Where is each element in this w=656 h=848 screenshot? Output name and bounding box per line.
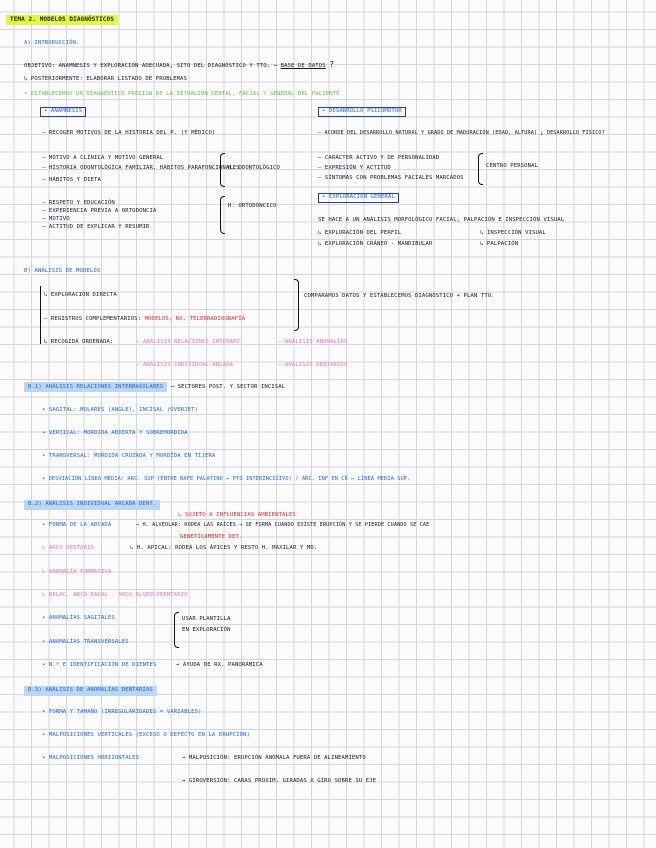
desarrollo-line-1: – ACORDE DEL DESARROLLO NATURAL Y GRADO DE MADURACIÓN (EDAD, ALTURA) ¿ DESARROLLO FÍSICO?	[318, 130, 605, 136]
exploracion-general-box: • EXPLORACIÓN GENERAL	[318, 193, 399, 203]
intro-line-3: • ESTABLECEMOS UN DIAGNÓSTICO PRECISO DE LA SITUACIÓN DENTAL, FACIAL Y GENERAL DEL PACIENTE	[24, 91, 340, 97]
section-b-brace-text: COMPARAMOS DATOS Y ESTABLECEMOS DIAGNÓSTICO + PLAN TTO.	[304, 293, 495, 299]
section-b1-item-1: • SAGITAL: MOLARES (ANGLE), INCISAL (OVERJET)	[42, 407, 199, 413]
desarrollo-g1-item-3: – SÍNTOMAS CON PROBLEMAS FACIALES MARCADOS	[318, 175, 464, 181]
section-b-item-3-p3: – ANÁLISIS INDIVIDUAL ARCADA	[136, 362, 234, 368]
intro-line-1-mark: ?	[329, 60, 335, 69]
section-b-item-3: ↳ RECOGIDA ORDENADA:	[44, 339, 114, 345]
intro-line-1-text: OBJETIVO: ANAMNESIS Y EXPLORACIÓN ADECUADA, SITO DEL DIAGNÓSTICO Y TTO. →	[24, 63, 278, 69]
intro-line-2: ↳ POSTERIORMENTE: ELABORAR LISTADO DE PROBLEMAS	[24, 76, 187, 82]
page-title: TEMA 2. MODELOS DIAGNÓSTICOS	[6, 15, 118, 25]
plantilla-label-1: USAR PLANTILLA	[182, 616, 231, 622]
ortodoncico-label: H. ORTODÓNCICO	[228, 203, 277, 209]
intro-line-1-end: BASE DE DATOS	[280, 63, 326, 69]
section-b1-heading: B.1) ANÁLISIS RELACIONES INTERMAXILARES	[24, 382, 167, 392]
exploracion-line-4b: ↳ PALPACIÓN	[480, 241, 519, 247]
brace-odontologico	[220, 153, 225, 187]
anamnesis-g1-item-3: – HÁBITOS Y DIETA	[42, 177, 101, 183]
section-b-item-3-p1: – ANÁLISIS RELACIONES INTERARC.	[136, 339, 244, 345]
section-b2-red-note: ↳ SUJETO A INFLUENCIAS AMBIENTALES	[178, 512, 296, 518]
identificacion-dientes: • N.º E IDENTIFICACIÓN DE DIENTES	[42, 662, 157, 668]
section-b-item-3-p2: – ANÁLISIS ANOMALÍAS	[278, 339, 348, 345]
anamnesis-g1-item-2: – HISTORIA ODONTOLÓGICA FAMILIAR, HÁBITOS PARAFUNCIONALES	[42, 165, 240, 171]
exploracion-line-2: SE HACE A UN ANÁLISIS MORFOLÓGICO FACIAL, PALPACIÓN E INSPECCIÓN VISUAL	[318, 217, 565, 223]
anamnesis-g2-item-1: – RESPETO Y EDUCACIÓN	[42, 200, 115, 206]
brace-plantilla	[174, 612, 179, 648]
relac-arco-basal: ↳ RELAC. ARCO BASAL - ARCO ALVEOLODENTARIO	[42, 592, 188, 598]
section-b-item-2-red: MODELOS, RX, TELERRADIOGRAFÍA	[144, 316, 246, 322]
section-b3-item-2: • MALPOSICIONES VERTICALES (EXCESO O DEFECTO EN LA ERUPCIÓN)	[42, 732, 251, 738]
anamnesis-g2-item-2: – EXPERIENCIA PREVIA A ORTODONCIA	[42, 208, 157, 214]
section-b1-item-2: • VERTICAL: MORDIDA ABIERTA Y SOBREMORDIDA	[42, 430, 188, 436]
brace-ortodoncico	[220, 196, 225, 234]
section-a-heading: A) INTRODUCCIÓN.	[24, 40, 80, 46]
brace-centro-personal	[478, 153, 483, 185]
exploracion-line-3b: ↳ INSPECCIÓN VISUAL	[480, 230, 546, 236]
anamnesis-line-1: – RECOGER MOTIVOS DE LA HISTORIA DEL P. (Y MÉDICO)	[42, 130, 216, 136]
section-b2-red-note-2: GENÉTICAMENTE DET.	[180, 534, 243, 540]
odontologico-label: H. ODONTOLÓGICO	[228, 165, 281, 171]
plantilla-label-2: EN EXPLORACIÓN	[182, 627, 231, 633]
section-b-item-2-label: – REGISTROS COMPLEMENTARIOS:	[44, 316, 142, 322]
section-b-item-1: ↳ EXPLORACIÓN DIRECTA	[44, 292, 117, 298]
intro-line-1	[24, 61, 334, 70]
anamnesis-box: • ANAMNESIS	[40, 107, 86, 117]
identificacion-dientes-tail: → AYUDA DE RX. PANORÁMICA	[176, 662, 263, 668]
section-b1-item-3: • TRANSVERSAL: MORDIDA CRUZADA Y MORDIDA EN TIJERA	[42, 453, 216, 459]
forma-arcada: • FORMA DE LA ARCADA	[42, 522, 112, 528]
section-b1-item-4: • DESVIACIÓN LÍNEA MEDIA: ARC. SUP (ENTRE RAFE PALATINO ↔ PTO INTERINCISIVO) / ARC. INF EN CR ↔ LÍNEA MEDIA SUP.	[42, 476, 411, 482]
anomalia-formativa: ↳ ANOMALÍA FORMATIVA	[42, 569, 112, 575]
section-b-heading: B) ANÁLISIS DE MODELOS	[24, 268, 101, 274]
apical-tail: ↳ H. APICAL: RODEA LOS ÁPICES Y RESTO H. MAXILAR Y MD.	[130, 545, 318, 551]
section-b1-heading-row	[24, 385, 285, 391]
desarrollo-g1-item-1: – CARÁCTER ACTIVO Y DE PERSONALIDAD	[318, 155, 440, 161]
exploracion-line-3a: ↳ EXPLORACIÓN DEL PERFIL	[318, 230, 402, 236]
malposiciones-horizontales-tail: → MALPOSICIÓN: ERUPCIÓN ANÓMALA FUERA DE ALINEAMIENTO	[182, 755, 366, 761]
brace-section-b	[294, 279, 299, 331]
giroversion: → GIROVERSIÓN: CARAS PROXIM. GIRADAS X GIRO SOBRE SU EJE	[182, 778, 377, 784]
section-b-item-3-p4: – ANÁLISIS DENTARIOS	[278, 362, 348, 368]
anamnesis-g1-item-1: – MOTIVO A CLÍNICA Y MOTIVO GENERAL	[42, 155, 164, 161]
forma-arcada-tail: → H. ALVEOLAR: RODEA LAS RAÍCES → SE FORMA CUANDO EXISTE ERUPCIÓN Y SE PIERDE CUANDO SE CAE	[136, 522, 430, 528]
exploracion-line-4a: ↳ EXPLORACIÓN CRÁNEO - MANDIBULAR	[318, 241, 433, 247]
section-b3-item-1: • FORMA Y TAMAÑO (IRREGULARIDADES = VARIABLES)	[42, 709, 202, 715]
anamnesis-g2-item-3: – MOTIVO	[42, 216, 70, 222]
section-b-vertical-line	[40, 286, 41, 344]
section-b2-heading: B.2) ANÁLISIS INDIVIDUAL ARCADA DENT.	[24, 500, 160, 510]
section-b3-heading: B.3) ANÁLISIS DE ANOMALÍAS DENTARIAS	[24, 686, 157, 696]
anamnesis-g2-item-4: – ACTITUD DE EXPLICAR Y RESUMIR	[42, 224, 150, 230]
anomalias-transversales: • ANOMALÍAS TRANSVERSALES	[42, 639, 129, 645]
anomalias-sagitales: • ANOMALÍAS SAGITALES	[42, 615, 115, 621]
section-b-item-2	[44, 317, 245, 323]
centro-personal-label: CENTRO PERSONAL	[486, 163, 539, 169]
arco-dentario: ↳ ARCO DENTARIO	[42, 545, 95, 551]
malposiciones-horizontales: • MALPOSICIONES HORIZONTALES	[42, 755, 140, 761]
desarrollo-box: • DESARROLLO PSICOMOTOR	[318, 107, 406, 117]
section-b1-heading-tail: → SECTORES POST. Y SECTOR INCISAL	[170, 384, 286, 390]
desarrollo-g1-item-2: – EXPRESIÓN Y ACTITUD	[318, 165, 391, 171]
